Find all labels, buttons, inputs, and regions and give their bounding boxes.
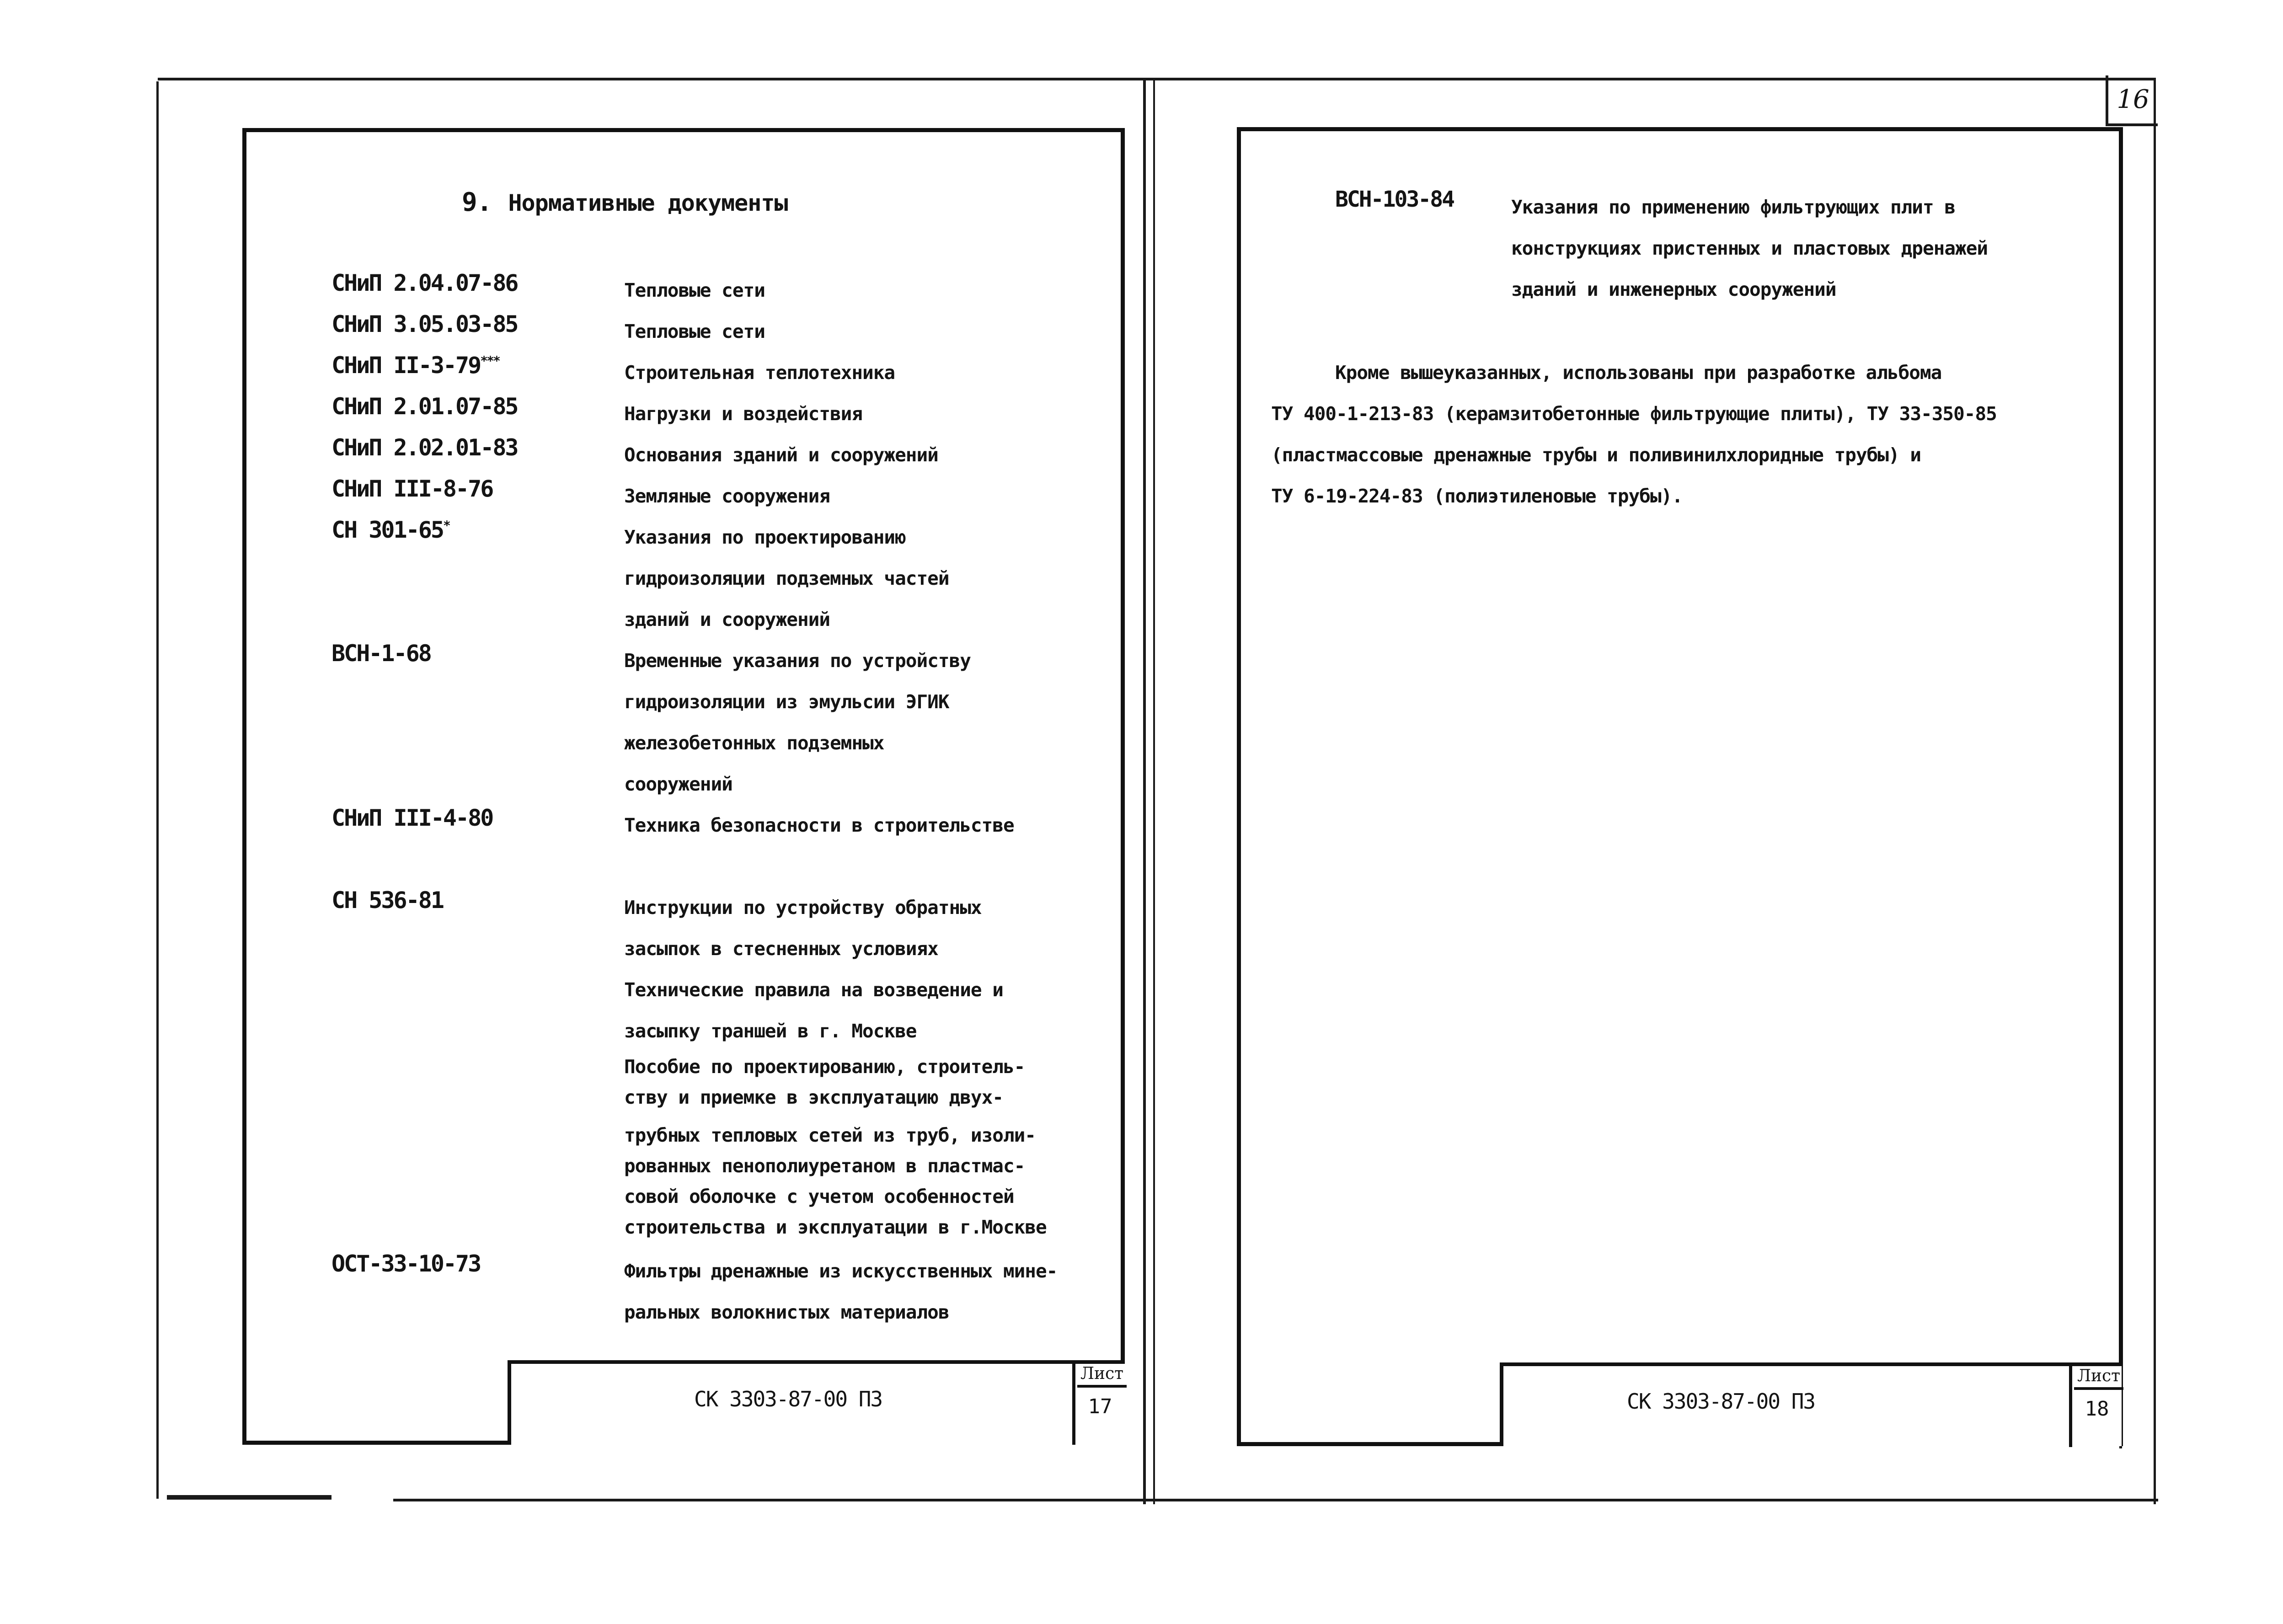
document-title: Тепловые сети — [624, 279, 765, 301]
sheet-label: Лист — [2074, 1362, 2123, 1390]
sheet-border-bottom — [393, 1499, 2158, 1501]
document-title: трубных тепловых сетей из труб, изоли- рованных пенополиуретаном в пластмас- совой оболочке с учетом особенностей строительства и эксплуатации в г.Москве — [624, 1124, 1047, 1238]
document-title: Временные указания по устройству гидроизоляции из эмульсии ЭГИК железобетонных подземных сооружений — [624, 650, 971, 795]
document-code: СНиП 2.02.01-83 — [331, 434, 518, 461]
sheet-border-left — [156, 81, 159, 1499]
document-title: Основания зданий и сооружений — [624, 444, 938, 466]
document-code: ОСТ-33-10-73 — [331, 1250, 481, 1277]
document-title: Земляные сооружения — [624, 485, 830, 507]
drawing-code: СК 3303-87-00 ПЗ — [1627, 1389, 1815, 1414]
document-title: Указания по проектированию гидроизоляции подземных частей зданий и сооружений — [624, 526, 949, 630]
sheet-border-right — [2154, 78, 2156, 1504]
document-code: СН 536-81 — [331, 887, 443, 914]
section-number: 9. — [462, 187, 492, 217]
document-code: ВСН-1-68 — [331, 640, 431, 667]
document-code: СНиП II-3-79*** — [331, 352, 499, 379]
document-code: СН 301-65* — [331, 517, 449, 543]
title-block — [1500, 1362, 2122, 1446]
document-title: Инструкции по устройству обратных засыпок в стесненных условиях — [624, 897, 982, 960]
document-title: Указания по применению фильтрующих плит в конструкциях пристенных и пластовых дренажей зданий и инженерных сооружений — [1511, 196, 1988, 300]
document-title: Технические правила на возведение и засыпку траншей в г. Москве — [624, 979, 1003, 1042]
right-page-frame — [1237, 127, 2123, 1446]
document-code: СНиП 3.05.03-85 — [331, 311, 518, 337]
title-block — [508, 1360, 1125, 1445]
page-fold-line — [1143, 78, 1146, 1504]
page-fold-line — [1153, 78, 1155, 1504]
document-title: Техника безопасности в строительстве — [624, 814, 1014, 836]
document-code: ВСН-103-84 — [1335, 187, 1454, 212]
sheet-mark: 16 — [2106, 75, 2158, 126]
section-heading — [462, 187, 788, 217]
sheet-number: 18 — [2085, 1397, 2109, 1421]
section-title: Нормативные документы — [508, 190, 788, 216]
document-code: СНиП 2.04.07-86 — [331, 270, 518, 296]
body-paragraph: Кроме вышеуказанных, использованы при разработке альбома ТУ 400-1-213-83 (керамзитобетонные фильтрующие плиты), ТУ 33-350-85 (пластмассовые дренажные трубы и поливинилхлоридные трубы) и ТУ 6-19-224-83 (полиэтиленовые трубы). — [1271, 362, 1997, 507]
sheet-number-cell — [2069, 1362, 2122, 1447]
document-title: Фильтры дренажные из искусственных мине- ральных волокнистых материалов — [624, 1260, 1058, 1323]
sheet-border-bottom — [167, 1495, 331, 1500]
right-page-frame-rule — [2119, 127, 2122, 1448]
sheet-label: Лист — [1077, 1360, 1127, 1388]
document-code: СНиП III-4-80 — [331, 805, 493, 831]
drawing-code: СК 3303-87-00 ПЗ — [694, 1387, 882, 1411]
sheet-border-top — [158, 78, 2156, 80]
document-code: СНиП III-8-76 — [331, 475, 493, 502]
sheet-number: 17 — [1088, 1395, 1112, 1418]
document-title: Нагрузки и воздействия — [624, 403, 863, 425]
document-title: Строительная теплотехника — [624, 362, 895, 384]
document-code: СНиП 2.01.07-85 — [331, 393, 518, 420]
document-title: Пособие по проектированию, строитель- ству и приемке в эксплуатацию двух- — [624, 1056, 1025, 1108]
document-title: Тепловые сети — [624, 321, 765, 342]
sheet-number-cell — [1072, 1360, 1125, 1445]
